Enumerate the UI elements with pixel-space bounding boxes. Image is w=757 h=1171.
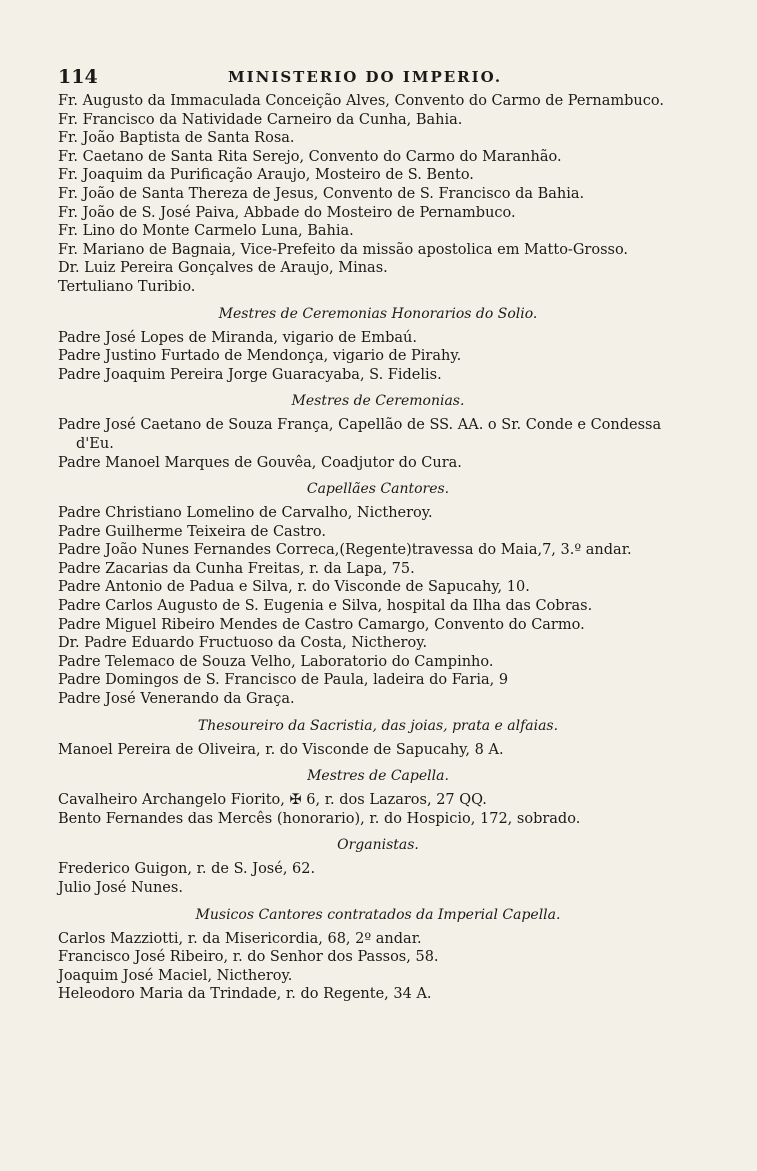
list-entry: Fr. Joaquim da Purificação Araujo, Mosteiro de S. Bento. (58, 167, 474, 184)
section (58, 836, 698, 897)
list-entry: Padre Zacarias da Cunha Freitas, r. da Lapa, 75. (58, 560, 415, 577)
list-entry: Padre José Caetano de Souza França, Capellão de SS. AA. o Sr. Conde e Condessa d'Eu. (58, 417, 662, 452)
list-entry: Carlos Mazziotti, r. da Misericordia, 68, 2º andar. (58, 930, 422, 947)
section (58, 392, 698, 472)
document-page (58, 66, 698, 1004)
section (58, 717, 698, 760)
running-title: MINISTERIO DO IMPERIO. (228, 68, 503, 86)
section (58, 480, 698, 709)
section-title: Mestres de Ceremonias. (291, 393, 465, 410)
list-entry: Fr. Lino do Monte Carmelo Luna, Bahia. (58, 223, 354, 240)
section-title: Organistas. (337, 837, 419, 854)
list-entry: Dr. Padre Eduardo Fructuoso da Costa, Nictheroy. (58, 635, 428, 652)
list-entry: Padre Justino Furtado de Mendonça, vigario de Pirahy. (58, 348, 462, 365)
list-entry: Padre Joaquim Pereira Jorge Guaracyaba, S. Fidelis. (58, 366, 442, 383)
list-entry: Julio José Nunes. (58, 880, 183, 896)
list-entry: Padre Miguel Ribeiro Mendes de Castro Camargo, Convento do Carmo. (58, 616, 585, 633)
list-entry: Padre Domingos de S. Francisco de Paula, ladeira do Faria, 9 (58, 672, 509, 689)
list-entry: Padre Christiano Lomelino de Carvalho, Nictheroy. (58, 505, 433, 522)
section-title: Mestres de Ceremonias Honorarios do Solio. (218, 305, 538, 322)
list-entry: Padre Telemaco de Souza Velho, Laboratorio do Campinho. (58, 653, 494, 670)
list-entry: Heleodoro Maria da Trindade, r. do Regente, 34 A. (58, 986, 432, 1003)
list-entry: Francisco José Ribeiro, r. do Senhor dos Passos, 58. (58, 949, 439, 966)
document-body (58, 92, 698, 1004)
list-entry: Padre Guilherme Teixeira de Castro. (58, 523, 326, 540)
page-header (58, 66, 698, 92)
list-entry: Padre Manoel Marques de Gouvêa, Coadjutor do Cura. (58, 454, 462, 471)
list-entry: Padre João Nunes Fernandes Correca,(Regente)travessa do Maia,7, 3.º andar. (58, 542, 632, 559)
list-entry: Cavalheiro Archangelo Fiorito, ✠ 6, r. dos Lazaros, 27 QQ. (58, 792, 487, 809)
list-entry: Fr. João de S. José Paiva, Abbade do Mosteiro de Pernambuco. (58, 204, 516, 221)
list-entry: Padre Carlos Augusto de S. Eugenia e Silva, hospital da Ilha das Cobras. (58, 598, 593, 615)
list-entry: Joaquim José Maciel, Nictheroy. (58, 967, 293, 984)
list-entry: Frederico Guigon, r. de S. José, 62. (58, 861, 316, 878)
list-entry: Fr. Augusto da Immaculada Conceição Alves, Convento do Carmo de Pernambuco. (58, 93, 664, 109)
list-entry: Fr. João Baptista de Santa Rosa. (58, 130, 295, 147)
section (58, 767, 698, 828)
list-entry: Fr. Francisco da Natividade Carneiro da Cunha, Bahia. (58, 111, 463, 128)
section-title: Musicos Cantores contratados da Imperial Capella. (195, 906, 561, 923)
section-title: Capellães Cantores. (306, 481, 450, 498)
list-entry: Padre José Lopes de Miranda, vigario de Embaú. (58, 329, 417, 346)
list-entry: Padre Antonio de Padua e Silva, r. do Visconde de Sapucahy, 10. (58, 579, 530, 596)
section-title: Mestres de Capella. (307, 768, 449, 785)
list-entry: Fr. João de Santa Thereza de Jesus, Convento de S. Francisco da Bahia. (58, 185, 585, 202)
section (58, 906, 698, 1004)
list-entry: Dr. Luiz Pereira Gonçalves de Araujo, Minas. (58, 260, 388, 277)
page-number: 114 (58, 66, 98, 88)
list-entry: Padre José Venerando da Graça. (58, 691, 295, 708)
section-title: Thesoureiro da Sacristia, das joias, prata e alfaias. (197, 717, 559, 734)
section (58, 305, 698, 385)
list-entry: Fr. Caetano de Santa Rita Serejo, Convento do Carmo do Maranhão. (58, 148, 562, 165)
list-entry: Bento Fernandes das Mercês (honorario), r. do Hospicio, 172, sobrado. (58, 810, 581, 827)
list-entry: Tertuliano Turibio. (58, 278, 196, 295)
list-entry: Fr. Mariano de Bagnaia, Vice-Prefeito da missão apostolica em Matto-Grosso. (58, 241, 629, 258)
list-entry: Manoel Pereira de Oliveira, r. do Visconde de Sapucahy, 8 A. (58, 741, 504, 758)
section (58, 92, 698, 297)
